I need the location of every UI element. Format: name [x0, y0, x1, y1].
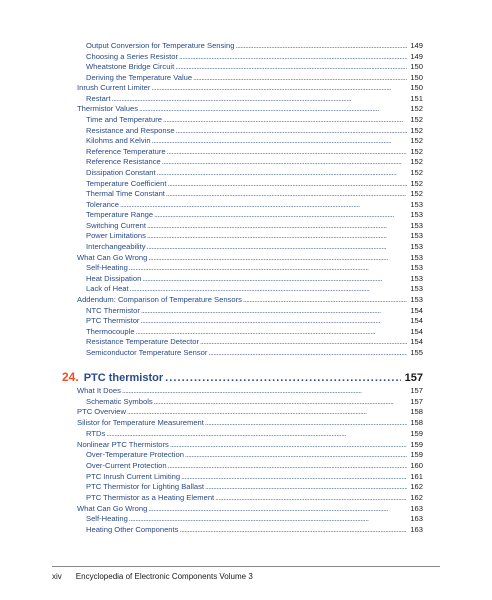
toc-entry-page: 153 — [410, 294, 423, 304]
toc-entry-title: Lack of Heat — [86, 284, 129, 294]
toc-entry-title: Nonlinear PTC Thermistors — [77, 439, 169, 449]
toc-entry[interactable] — [86, 221, 423, 231]
toc-entry[interactable] — [86, 189, 423, 199]
dot-leader — [204, 482, 407, 492]
toc-entry-page: 152 — [410, 157, 423, 167]
toc-entry-page: 152 — [410, 189, 423, 199]
toc-entry-title: Resistance Temperature Detector — [86, 337, 199, 347]
dot-leader — [214, 493, 407, 503]
dot-leader — [242, 295, 407, 305]
toc-entry-page: 153 — [410, 273, 423, 283]
toc-entry[interactable] — [86, 200, 423, 210]
toc-entry-page: 161 — [410, 471, 423, 481]
toc-entry-title: Switching Current — [86, 220, 146, 230]
toc-entry-page: 151 — [410, 93, 423, 103]
toc-entry-page: 162 — [410, 482, 423, 492]
toc-entry[interactable] — [86, 73, 423, 83]
toc-entry[interactable] — [86, 525, 423, 535]
toc-entry-page: 153 — [410, 199, 423, 209]
toc-entry-title: Inrush Current Limiter — [77, 83, 151, 93]
dot-leader — [180, 472, 407, 482]
toc-entry-page: 150 — [410, 83, 423, 93]
page-footer — [52, 572, 253, 581]
toc-entry-title: Reference Resistance — [86, 157, 161, 167]
toc-entry[interactable] — [86, 179, 423, 189]
toc-entry[interactable] — [86, 514, 423, 524]
toc-entry-page: 152 — [410, 178, 423, 188]
toc-entry[interactable] — [86, 263, 423, 273]
toc-entry-title: RTDs — [86, 428, 106, 438]
toc-entry-title: Restart — [86, 93, 111, 103]
dot-leader — [163, 372, 400, 384]
toc-entry-title: Power Limitations — [86, 231, 146, 241]
toc-entry[interactable] — [86, 126, 423, 136]
toc-entry[interactable] — [77, 104, 423, 114]
toc-entry-page: 152 — [410, 125, 423, 135]
toc-entry[interactable] — [86, 493, 423, 503]
toc-entry[interactable] — [86, 168, 423, 178]
footer-book-title: Encyclopedia of Electronic Components Volume 3 — [75, 572, 253, 581]
dot-leader — [121, 386, 407, 396]
toc-entry-page: 154 — [410, 326, 423, 336]
dot-leader — [166, 147, 408, 157]
toc-entry-title: Reference Temperature — [86, 146, 166, 156]
toc-entry-page: 149 — [410, 41, 423, 50]
toc-entry-title: Thermocouple — [86, 326, 135, 336]
toc-entry[interactable] — [86, 115, 423, 125]
toc-entry-page: 154 — [410, 305, 423, 315]
toc-entry[interactable] — [86, 284, 423, 294]
toc-entry[interactable] — [86, 242, 423, 252]
toc-entry[interactable] — [86, 210, 423, 220]
footer-page-number: xiv — [52, 572, 62, 581]
toc-entry-title: What Can Go Wrong — [77, 252, 148, 262]
dot-leader — [199, 337, 407, 347]
toc-entry-title: Over-Current Protection — [86, 460, 167, 470]
toc-entry-page: 158 — [410, 407, 423, 417]
dot-leader — [146, 242, 408, 252]
toc-entry-page: 163 — [410, 503, 423, 513]
toc-entry-title: Over-Temperature Protection — [86, 450, 184, 460]
dot-leader — [153, 210, 407, 220]
footer-rule — [52, 566, 440, 567]
toc-entry-page: 154 — [410, 316, 423, 326]
dot-leader — [174, 62, 407, 72]
toc-entry-title: PTC Inrush Current Limiting — [86, 471, 181, 481]
toc-entry-title: Temperature Range — [86, 210, 154, 220]
toc-entry-page: 152 — [410, 136, 423, 146]
toc-entry-page: 153 — [410, 220, 423, 230]
toc-entry[interactable] — [86, 274, 423, 284]
toc-entry-page: 150 — [410, 62, 423, 72]
toc-entry-title: PTC Overview — [77, 407, 126, 417]
toc-entry-page: 152 — [410, 167, 423, 177]
toc-entry-title: Addendum: Comparison of Temperature Sensors — [77, 294, 242, 304]
toc-entry[interactable] — [86, 482, 423, 492]
toc-entry-page: 157 — [410, 386, 423, 395]
toc-entry-title: Dissipation Constant — [86, 167, 156, 177]
toc-entry-title: What It Does — [77, 386, 121, 395]
toc-entry[interactable] — [86, 41, 423, 51]
toc-entry-title: Temperature Coefficient — [86, 178, 167, 188]
toc-entry[interactable] — [86, 348, 423, 358]
chapter-page: 157 — [404, 372, 423, 384]
toc-entry-page: 159 — [410, 428, 423, 438]
toc-entry-title: Time and Temperature — [86, 115, 162, 125]
toc-entry[interactable] — [86, 306, 423, 316]
toc-entry[interactable] — [86, 461, 423, 471]
dot-leader — [192, 73, 407, 83]
toc-entry-page: 159 — [410, 450, 423, 460]
dot-leader — [167, 461, 408, 471]
toc-entry-title: Choosing a Series Resistor — [86, 51, 179, 61]
dot-leader — [141, 274, 407, 284]
toc-entry-title: PTC Thermistor for Lighting Ballast — [86, 482, 205, 492]
toc-entry-page: 155 — [410, 347, 423, 357]
toc-entry-title: Thermistor Values — [77, 104, 139, 114]
dot-leader — [129, 284, 408, 294]
toc-entry-page: 154 — [410, 337, 423, 347]
toc-entry[interactable] — [77, 295, 423, 305]
dot-leader — [234, 41, 407, 51]
toc-entry-page: 150 — [410, 72, 423, 82]
dot-leader — [175, 126, 408, 136]
toc-entry-title: Resistance and Response — [86, 125, 175, 135]
toc-entry[interactable] — [86, 429, 423, 439]
toc-entry-title: Self-Heating — [86, 514, 128, 524]
toc-entry[interactable] — [77, 83, 423, 93]
toc-entry-page: 157 — [410, 396, 423, 406]
dot-leader — [161, 157, 408, 167]
dot-leader — [140, 306, 407, 316]
dot-leader — [153, 397, 408, 407]
dot-leader — [110, 94, 407, 104]
dot-leader — [146, 221, 407, 231]
toc-entry-title: Schematic Symbols — [86, 396, 153, 406]
toc-entry-title: NTC Thermistor — [86, 305, 140, 315]
toc-entry-page: 152 — [410, 146, 423, 156]
toc-entry-title: Heat Dissipation — [86, 273, 142, 283]
chapter-heading[interactable] — [62, 370, 423, 384]
toc-entry-page: 153 — [410, 284, 423, 294]
dot-leader — [126, 407, 407, 417]
toc-entry-title: PTC Thermistor as a Heating Element — [86, 493, 215, 502]
toc-entry-title: Interchangeability — [86, 242, 146, 252]
dot-leader — [178, 525, 407, 535]
toc-entry[interactable] — [86, 52, 423, 62]
toc-entry[interactable] — [86, 62, 423, 72]
toc-entry-page: 153 — [410, 242, 423, 252]
toc-entry[interactable] — [86, 147, 423, 157]
toc-entry-title: Heating Other Components — [86, 525, 179, 535]
dot-leader — [166, 179, 407, 189]
dot-leader — [128, 514, 408, 524]
toc-entry-title: Silistor for Temperature Measurement — [77, 418, 204, 428]
toc-entry-page: 152 — [410, 104, 423, 114]
dot-leader — [162, 115, 407, 125]
toc-entry-title: Kilohms and Kelvin — [86, 136, 151, 146]
toc-entry-page: 163 — [410, 514, 423, 524]
toc-entry-title: Deriving the Temperature Value — [86, 72, 193, 82]
toc-entry-page: 152 — [410, 115, 423, 125]
dot-leader — [119, 200, 407, 210]
chapter-title: PTC thermistor — [83, 372, 164, 384]
toc-entry[interactable] — [77, 440, 423, 450]
dot-leader — [207, 348, 407, 358]
toc-entry-title: Thermal Time Constant — [86, 189, 165, 199]
dot-leader — [135, 327, 408, 337]
toc-entry[interactable] — [86, 472, 423, 482]
toc-entry[interactable] — [86, 337, 423, 347]
toc-entry[interactable] — [86, 397, 423, 407]
toc-entry-page: 160 — [410, 460, 423, 470]
toc-entry-page: 162 — [410, 493, 423, 502]
dot-leader — [169, 440, 407, 450]
toc-entry-page: 153 — [410, 231, 423, 241]
toc-entry-page: 153 — [410, 263, 423, 273]
toc-entry-title: Wheatstone Bridge Circuit — [86, 62, 175, 72]
toc-entry[interactable] — [86, 231, 423, 241]
toc-entry[interactable] — [86, 136, 423, 146]
toc-entry-page: 153 — [410, 252, 423, 262]
dot-leader — [204, 418, 407, 428]
dot-leader — [184, 450, 407, 460]
toc-entry-title: What Can Go Wrong — [77, 503, 148, 513]
dot-leader — [105, 429, 407, 439]
dot-leader — [156, 168, 408, 178]
toc-entry[interactable] — [77, 407, 423, 417]
toc-entry[interactable] — [86, 327, 423, 337]
toc-entry[interactable] — [77, 418, 423, 428]
toc-entry-page: 153 — [410, 210, 423, 220]
toc-entry-page: 159 — [410, 439, 423, 449]
chapter-number: 24. — [62, 370, 79, 384]
dot-leader — [147, 253, 407, 263]
toc-entry[interactable] — [86, 157, 423, 167]
toc-entry-page: 158 — [410, 418, 423, 428]
toc-entry[interactable] — [86, 316, 423, 326]
toc-entry-title: Self-Heating — [86, 263, 128, 273]
toc-entry-page: 149 — [410, 51, 423, 61]
toc-entry[interactable] — [86, 94, 423, 104]
dot-leader — [139, 316, 407, 326]
dot-leader — [128, 263, 408, 273]
toc-entry[interactable] — [77, 253, 423, 263]
dot-leader — [165, 189, 407, 199]
dot-leader — [178, 52, 407, 62]
dot-leader — [151, 136, 408, 146]
toc-entry[interactable] — [77, 386, 423, 396]
toc-entry-title: Tolerance — [86, 199, 119, 209]
dot-leader — [138, 104, 407, 114]
toc-entry-page: 163 — [410, 525, 423, 535]
toc-entry-title: PTC Thermistor — [86, 316, 140, 326]
toc-entry-title: Output Conversion for Temperature Sensing — [86, 41, 235, 50]
dot-leader — [147, 504, 407, 514]
toc-entry[interactable] — [86, 450, 423, 460]
dot-leader — [146, 231, 407, 241]
toc-entry[interactable] — [77, 504, 423, 514]
dot-leader — [150, 83, 407, 93]
toc-entry-title: Semiconductor Temperature Sensor — [86, 347, 208, 357]
